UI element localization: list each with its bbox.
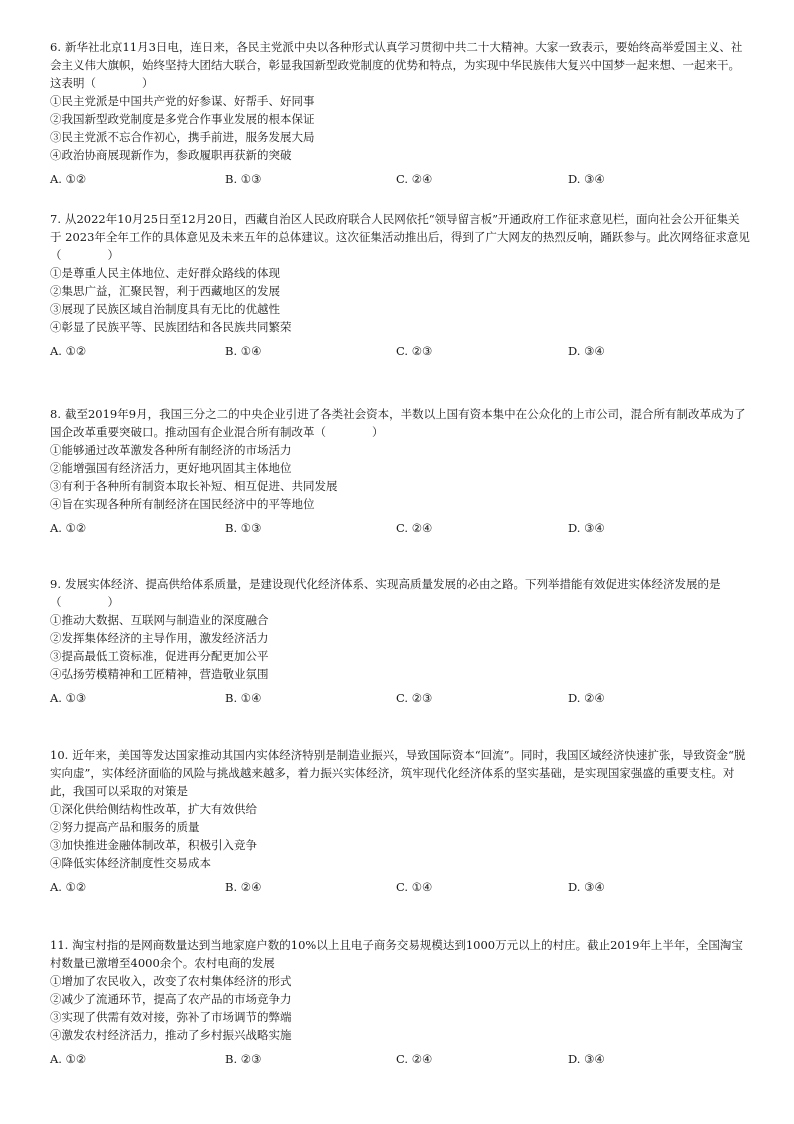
option-d[interactable]: D. ③④ <box>568 344 605 358</box>
statement: ②集思广益，汇聚民智，利于西藏地区的发展 <box>50 284 280 298</box>
question-text: 淘宝村指的是网商数量达到当地家庭户数的10%以上且电子商务交易规模达到1000万元以上的村庄。截止2019年上半年，全国淘宝村数量已激增至4000余个。农村电商的发展 <box>50 938 743 970</box>
option-c[interactable]: C. ②③ <box>396 691 433 705</box>
option-c[interactable]: C. ②④ <box>396 1052 433 1066</box>
question-9 <box>50 575 750 707</box>
option-a[interactable]: A. ①② <box>50 880 87 894</box>
statement: ①是尊重人民主体地位、走好群众路线的体现 <box>50 266 280 280</box>
option-c[interactable]: C. ②③ <box>396 344 433 358</box>
question-number: 10. <box>50 748 69 762</box>
answer-options <box>50 170 750 188</box>
option-d[interactable]: D. ③④ <box>568 521 605 535</box>
answer-options <box>50 342 750 360</box>
question-number: 9. <box>50 577 61 591</box>
option-a[interactable]: A. ①② <box>50 344 87 358</box>
question-10 <box>50 746 750 896</box>
question-6 <box>50 38 750 188</box>
statement: ③展现了民族区域自治制度具有无比的优越性 <box>50 302 280 316</box>
statement: ④政治协商展现新作为，参政履职再获新的突破 <box>50 148 292 162</box>
statement: ②能增强国有经济活力，更好地巩固其主体地位 <box>50 461 292 475</box>
option-a[interactable]: A. ①③ <box>50 691 87 705</box>
question-number: 7. <box>50 212 61 226</box>
statement: ①能够通过改革激发各种所有制经济的市场活力 <box>50 443 292 457</box>
question-number: 11. <box>50 938 69 952</box>
question-text: 从2022年10月25日至12月20日，西藏自治区人民政府联合人民网依托“领导留言板”开通政府工作征求意见栏，面向社会公开征集关于 2023年全年工作的具体意见及未来五年的总体建议。这次征集活动推出后，得到了广大网友的热烈反响，踊跃参与。此次网络征求意见（ ） <box>50 212 750 262</box>
statement: ①民主党派是中国共产党的好参谋、好帮手、好同事 <box>50 94 315 108</box>
option-b[interactable]: B. ②③ <box>225 1052 262 1066</box>
option-d[interactable]: D. ③④ <box>568 880 605 894</box>
option-b[interactable]: B. ①④ <box>225 344 262 358</box>
question-7 <box>50 210 750 360</box>
question-stem <box>50 405 750 441</box>
question-number: 6. <box>50 40 61 54</box>
option-b[interactable]: B. ②④ <box>225 880 262 894</box>
question-text: 发展实体经济、提高供给体系质量，是建设现代化经济体系、实现高质量发展的必由之路。下列举措能有效促进实体经济发展的是（ ） <box>50 577 721 609</box>
question-11 <box>50 936 750 1068</box>
option-d[interactable]: D. ③④ <box>568 172 605 186</box>
option-c[interactable]: C. ②④ <box>396 521 433 535</box>
option-c[interactable]: C. ①④ <box>396 880 433 894</box>
answer-options <box>50 1050 750 1068</box>
option-b[interactable]: B. ①④ <box>225 691 262 705</box>
question-stem <box>50 38 750 92</box>
statement: ①增加了农民收入，改变了农村集体经济的形式 <box>50 974 292 988</box>
option-b[interactable]: B. ①③ <box>225 172 262 186</box>
option-d[interactable]: D. ②④ <box>568 691 605 705</box>
option-a[interactable]: A. ①② <box>50 172 87 186</box>
answer-options <box>50 878 750 896</box>
question-stem <box>50 746 750 800</box>
statement: ③加快推进金融体制改革，积极引入竞争 <box>50 838 257 852</box>
answer-options <box>50 519 750 537</box>
statement: ①推动大数据、互联网与制造业的深度融合 <box>50 613 269 627</box>
question-number: 8. <box>50 407 61 421</box>
statement: ④彰显了民族平等、民族团结和各民族共同繁荣 <box>50 320 292 334</box>
option-b[interactable]: B. ①③ <box>225 521 262 535</box>
statement: ②减少了流通环节，提高了农产品的市场竞争力 <box>50 992 292 1006</box>
answer-options <box>50 689 750 707</box>
statement: ②发挥集体经济的主导作用，激发经济活力 <box>50 631 269 645</box>
question-stem <box>50 575 750 611</box>
question-text: 截至2019年9月，我国三分之二的中央企业引进了各类社会资本，半数以上国有资本集中在公众化的上市公司，混合所有制改革成为了国企改革重要突破口。推动国有企业混合所有制改革（ ） <box>50 407 746 439</box>
question-text: 新华社北京11月3日电，连日来，各民主党派中央以各种形式认真学习贯彻中共二十大精神。大家一致表示，要始终高举爱国主义、社会主义伟大旗帜，始终坚持大团结大联合，彰显我国新型政党制度的优势和特点，为实现中华民族伟大复兴中国梦一起来想、一起来干。这表明（ ） <box>50 40 743 90</box>
statement: ②努力提高产品和服务的质量 <box>50 820 200 834</box>
question-stem <box>50 210 750 264</box>
question-stem <box>50 936 750 972</box>
option-a[interactable]: A. ①② <box>50 1052 87 1066</box>
option-d[interactable]: D. ③④ <box>568 1052 605 1066</box>
statement: ③有利于各种所有制资本取长补短、相互促进、共同发展 <box>50 479 338 493</box>
statement: ③实现了供需有效对接，弥补了市场调节的弊端 <box>50 1010 292 1024</box>
statement: ④激发农村经济活力，推动了乡村振兴战略实施 <box>50 1028 292 1042</box>
statement: ④降低实体经济制度性交易成本 <box>50 856 211 870</box>
statement: ①深化供给侧结构性改革，扩大有效供给 <box>50 802 257 816</box>
question-text: 近年来，美国等发达国家推动其国内实体经济特别是制造业振兴，导致国际资本“回流”。同时，我国区域经济快速扩张，导致资金“脱实向虚”，实体经济面临的风险与挑战越来越多，着力振兴实体经济，筑牢现代化经济体系的坚实基础，是实现国家强盛的重要支柱。对此，我国可以采取的对策是 <box>50 748 746 798</box>
statement: ④旨在实现各种所有制经济在国民经济中的平等地位 <box>50 497 315 511</box>
option-a[interactable]: A. ①② <box>50 521 87 535</box>
statement: ②我国新型政党制度是多党合作事业发展的根本保证 <box>50 112 315 126</box>
option-c[interactable]: C. ②④ <box>396 172 433 186</box>
statement: ③民主党派不忘合作初心，携手前进，服务发展大局 <box>50 130 315 144</box>
statement: ③提高最低工资标准，促进再分配更加公平 <box>50 649 269 663</box>
question-8 <box>50 405 750 537</box>
statement: ④弘扬劳模精神和工匠精神，营造敬业氛围 <box>50 667 269 681</box>
